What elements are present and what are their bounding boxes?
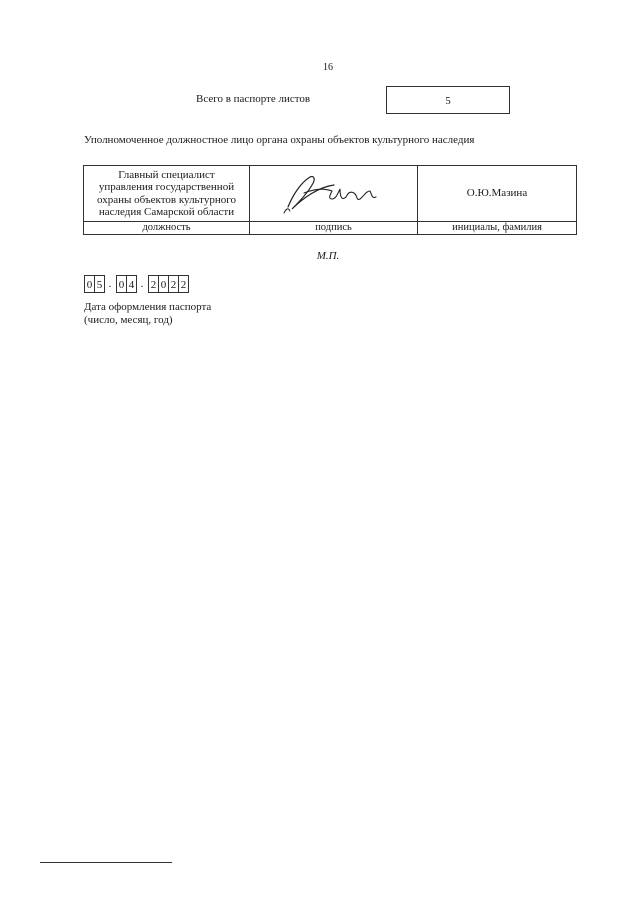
sheets-count-box [386, 86, 510, 114]
position-cell [84, 166, 250, 222]
date-month-digit: 4 [126, 275, 137, 293]
signature-cell [250, 166, 418, 222]
date-year-digit: 2 [178, 275, 189, 293]
sheets-count-label: Всего в паспорте листов [196, 93, 311, 105]
position-caption: должность [84, 222, 250, 235]
position-line: охраны объектов культурного [97, 193, 236, 206]
signature-caption: подпись [250, 222, 418, 235]
footnote-separator [40, 862, 172, 863]
name-caption: инициалы, фамилия [418, 222, 577, 235]
signature-table [83, 165, 577, 235]
position-line: управления государственной [98, 181, 235, 193]
date-year-digit: 0 [158, 275, 169, 293]
position-line: наследия Самарской области [98, 206, 235, 218]
date-boxes [84, 273, 188, 293]
date-year-digit: 2 [168, 275, 179, 293]
date-day-digit: 5 [94, 275, 105, 293]
stamp-mark: М.П. [316, 250, 340, 262]
date-year-digit: 2 [148, 275, 159, 293]
date-label [84, 301, 211, 327]
date-label-line: (число, месяц, год) [84, 314, 173, 326]
position-line: Главный специалист [118, 168, 215, 181]
name-cell: О.Ю.Мазина [418, 166, 577, 222]
page-number: 16 [323, 62, 333, 73]
sheets-count-value: 5 [445, 95, 451, 107]
handwritten-signature [274, 169, 394, 219]
official-heading: Уполномоченное должностное лицо органа охраны объектов культурного наследия [84, 134, 475, 146]
date-separator: . [140, 278, 144, 290]
date-label-line: Дата оформления паспорта [84, 301, 212, 313]
date-day-digit: 0 [84, 275, 95, 293]
date-separator: . [108, 278, 112, 290]
date-month-digit: 0 [116, 275, 127, 293]
